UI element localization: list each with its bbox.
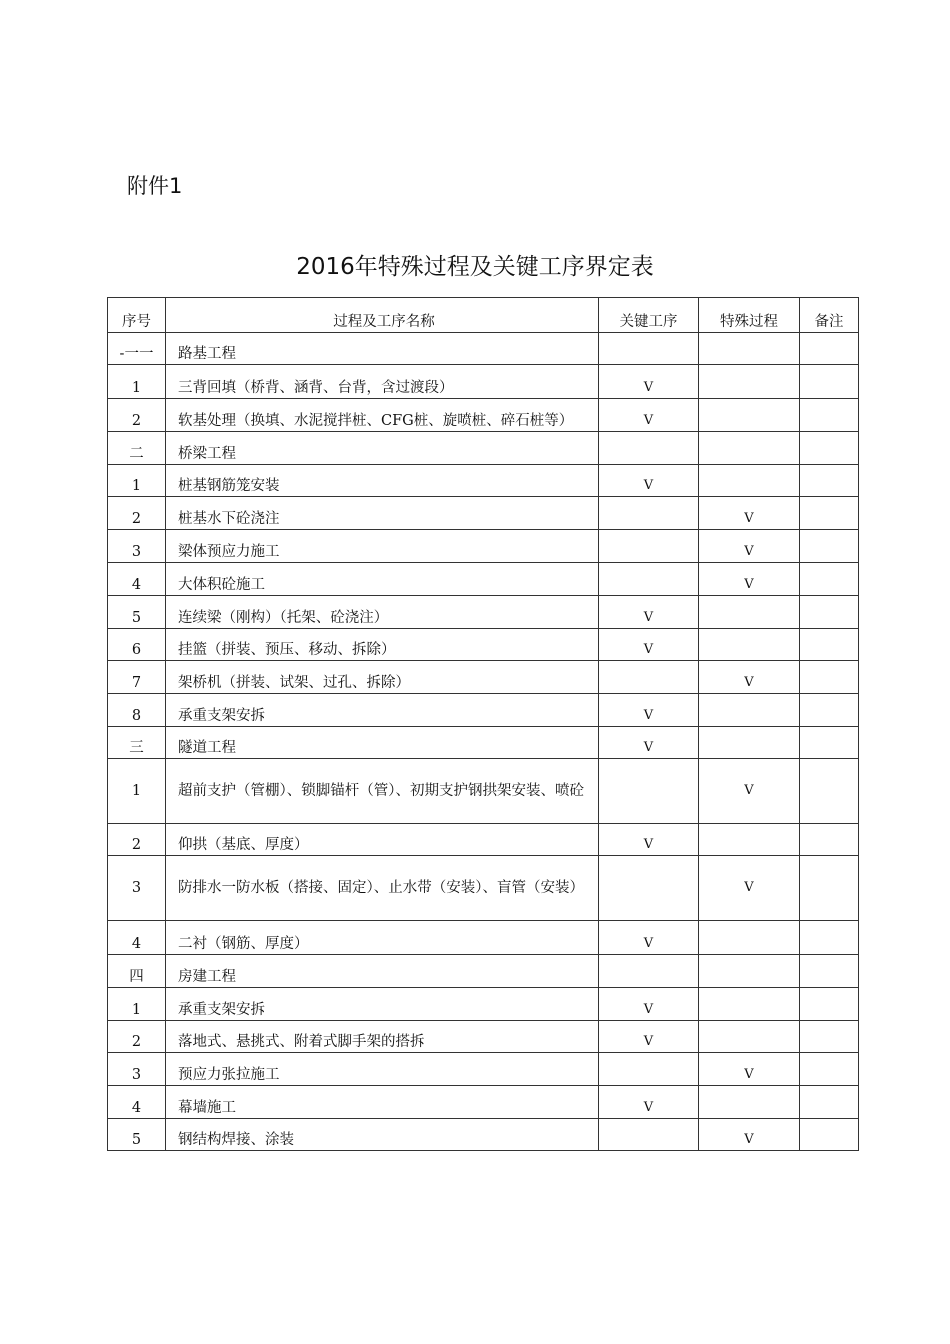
table-row	[108, 530, 859, 563]
row-key-process-mark: V	[599, 629, 699, 661]
row-special-process-mark: V	[699, 1053, 800, 1086]
table-row	[108, 629, 859, 661]
page-title: 2016年特殊过程及关键工序界定表	[296, 254, 654, 280]
row-note	[800, 432, 859, 465]
table-header-row	[108, 298, 859, 333]
row-serial: 二	[108, 432, 166, 465]
row-note	[800, 465, 859, 497]
table-row	[108, 432, 859, 465]
row-process-name: 连续梁（刚构）（托架、砼浇注）	[166, 596, 599, 629]
row-process-name: 承重支架安拆	[166, 694, 599, 727]
row-special-process-mark: V	[699, 497, 800, 530]
row-serial: 5	[108, 596, 166, 629]
row-process-name: 房建工程	[166, 955, 599, 988]
row-note	[800, 629, 859, 661]
row-key-process-mark	[599, 661, 699, 694]
row-special-process-mark: V	[699, 563, 800, 596]
row-key-process-mark: V	[599, 824, 699, 856]
table-row	[108, 333, 859, 365]
table-row	[108, 497, 859, 530]
row-process-name: 路基工程	[166, 333, 599, 365]
row-serial: 3	[108, 530, 166, 563]
row-key-process-mark: V	[599, 727, 699, 759]
row-note	[800, 333, 859, 365]
row-note	[800, 1021, 859, 1053]
row-special-process-mark	[699, 694, 800, 727]
process-definition-table	[107, 297, 859, 1151]
row-note	[800, 759, 859, 824]
row-process-name: 隧道工程	[166, 727, 599, 759]
row-process-name: 软基处理（换填、水泥搅拌桩、CFG桩、旋喷桩、碎石桩等）	[166, 399, 599, 432]
row-serial: 1	[108, 988, 166, 1021]
row-special-process-mark	[699, 1086, 800, 1119]
row-key-process-mark	[599, 1119, 699, 1151]
header-name: 过程及工序名称	[166, 298, 599, 333]
table-row	[108, 988, 859, 1021]
table-row	[108, 563, 859, 596]
row-key-process-mark	[599, 856, 699, 921]
row-note	[800, 727, 859, 759]
row-special-process-mark	[699, 465, 800, 497]
row-serial: 2	[108, 497, 166, 530]
row-special-process-mark: V	[699, 661, 800, 694]
row-serial: 1	[108, 365, 166, 399]
row-special-process-mark	[699, 365, 800, 399]
row-special-process-mark: V	[699, 530, 800, 563]
row-serial: 7	[108, 661, 166, 694]
table-row	[108, 1086, 859, 1119]
row-note	[800, 530, 859, 563]
header-serial: 序号	[108, 298, 166, 333]
table-row	[108, 365, 859, 399]
table-row	[108, 955, 859, 988]
row-key-process-mark: V	[599, 694, 699, 727]
row-serial: 3	[108, 856, 166, 921]
row-key-process-mark	[599, 955, 699, 988]
row-special-process-mark	[699, 432, 800, 465]
table-row	[108, 596, 859, 629]
row-process-name: 二衬（钢筋、厚度）	[166, 921, 599, 955]
row-note	[800, 856, 859, 921]
row-process-name: 承重支架安拆	[166, 988, 599, 1021]
row-note	[800, 1086, 859, 1119]
row-process-name: 仰拱（基底、厚度）	[166, 824, 599, 856]
row-process-name: 超前支护（管棚）、锁脚锚杆（管）、初期支护钢拱架安装、喷砼	[166, 759, 599, 824]
row-special-process-mark	[699, 988, 800, 1021]
row-process-name: 防排水一防水板（搭接、固定）、止水带（安装）、盲管（安装）	[166, 856, 599, 921]
row-special-process-mark: V	[699, 1119, 800, 1151]
row-special-process-mark	[699, 629, 800, 661]
row-note	[800, 988, 859, 1021]
row-note	[800, 399, 859, 432]
table-row	[108, 694, 859, 727]
row-serial: 4	[108, 921, 166, 955]
row-serial: 6	[108, 629, 166, 661]
table-row	[108, 465, 859, 497]
row-serial: 2	[108, 1021, 166, 1053]
row-note	[800, 365, 859, 399]
table-row	[108, 399, 859, 432]
row-serial: 4	[108, 563, 166, 596]
row-process-name: 桩基钢筋笼安装	[166, 465, 599, 497]
row-serial: 2	[108, 824, 166, 856]
row-special-process-mark: V	[699, 759, 800, 824]
row-key-process-mark	[599, 1053, 699, 1086]
row-key-process-mark: V	[599, 596, 699, 629]
row-process-name: 桩基水下砼浇注	[166, 497, 599, 530]
row-serial: 三	[108, 727, 166, 759]
header-special-process: 特殊过程	[699, 298, 800, 333]
row-key-process-mark	[599, 759, 699, 824]
row-special-process-mark: V	[699, 856, 800, 921]
row-process-name: 钢结构焊接、涂装	[166, 1119, 599, 1151]
row-serial: 4	[108, 1086, 166, 1119]
row-special-process-mark	[699, 1021, 800, 1053]
row-special-process-mark	[699, 399, 800, 432]
table-row	[108, 921, 859, 955]
row-key-process-mark: V	[599, 399, 699, 432]
row-special-process-mark	[699, 824, 800, 856]
row-serial: 5	[108, 1119, 166, 1151]
row-key-process-mark: V	[599, 365, 699, 399]
table-row	[108, 1053, 859, 1086]
table-row	[108, 727, 859, 759]
table-row	[108, 759, 859, 824]
row-serial: 2	[108, 399, 166, 432]
header-key-process: 关键工序	[599, 298, 699, 333]
row-key-process-mark	[599, 497, 699, 530]
row-note	[800, 596, 859, 629]
row-note	[800, 955, 859, 988]
row-serial: 3	[108, 1053, 166, 1086]
row-key-process-mark	[599, 432, 699, 465]
row-special-process-mark	[699, 727, 800, 759]
table-row	[108, 661, 859, 694]
row-note	[800, 497, 859, 530]
row-process-name: 三背回填（桥背、涵背、台背，含过渡段）	[166, 365, 599, 399]
table-row	[108, 1021, 859, 1053]
row-process-name: 桥梁工程	[166, 432, 599, 465]
row-note	[800, 661, 859, 694]
row-note	[800, 824, 859, 856]
row-key-process-mark: V	[599, 1086, 699, 1119]
attachment-label: 附件1	[127, 174, 183, 198]
row-serial: 1	[108, 759, 166, 824]
row-note	[800, 563, 859, 596]
table-row	[108, 856, 859, 921]
row-process-name: 梁体预应力施工	[166, 530, 599, 563]
table-row	[108, 824, 859, 856]
row-key-process-mark	[599, 333, 699, 365]
row-key-process-mark: V	[599, 1021, 699, 1053]
header-note: 备注	[800, 298, 859, 333]
row-process-name: 挂篮（拼装、预压、移动、拆除）	[166, 629, 599, 661]
row-key-process-mark: V	[599, 921, 699, 955]
row-process-name: 落地式、悬挑式、附着式脚手架的搭拆	[166, 1021, 599, 1053]
row-special-process-mark	[699, 955, 800, 988]
row-note	[800, 694, 859, 727]
row-process-name: 预应力张拉施工	[166, 1053, 599, 1086]
table-body	[108, 333, 859, 1151]
row-special-process-mark	[699, 333, 800, 365]
row-key-process-mark	[599, 530, 699, 563]
row-key-process-mark: V	[599, 465, 699, 497]
row-process-name: 大体积砼施工	[166, 563, 599, 596]
row-serial: 1	[108, 465, 166, 497]
row-note	[800, 921, 859, 955]
row-process-name: 幕墙施工	[166, 1086, 599, 1119]
row-key-process-mark: V	[599, 988, 699, 1021]
row-key-process-mark	[599, 563, 699, 596]
row-process-name: 架桥机（拼装、试架、过孔、拆除）	[166, 661, 599, 694]
row-serial: 8	[108, 694, 166, 727]
row-note	[800, 1053, 859, 1086]
row-serial: -一一	[108, 333, 166, 365]
row-special-process-mark	[699, 596, 800, 629]
row-special-process-mark	[699, 921, 800, 955]
row-serial: 四	[108, 955, 166, 988]
row-note	[800, 1119, 859, 1151]
table-row	[108, 1119, 859, 1151]
